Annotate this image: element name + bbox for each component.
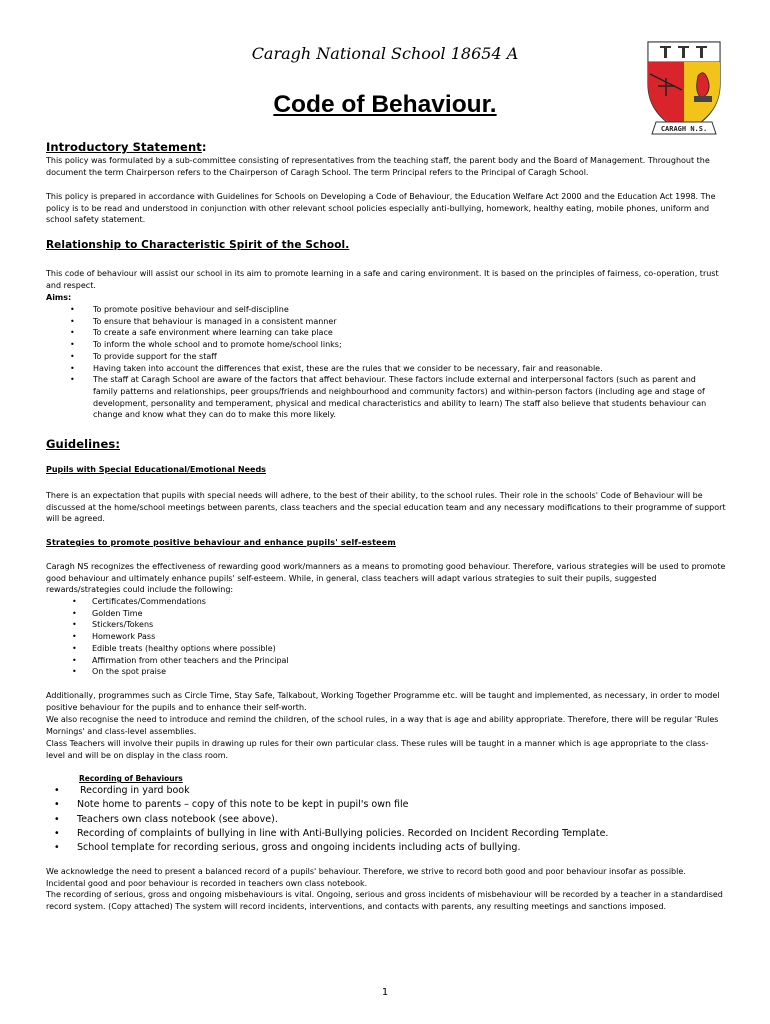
page-number: 1 bbox=[381, 987, 389, 998]
final-paragraph-1: We acknowledge the need to present a balanced record of a pupils' behaviour. Therefore, we strive to record both good and poor behaviour insofar as possible. Incidental good and poor behaviour is recorded in teachers own class notebook. bbox=[46, 867, 686, 888]
page-title: Code of Behaviour. bbox=[273, 91, 497, 118]
final-paragraph-2: The recording of serious, gross and ongoing misbehaviours is vital. Ongoing, serious and gross incidents of misbehaviour will be recorded by a teacher in a standardised record system. (Copy attached) The system will record incidents, interventions, and contacts with parents, any resulting meetings and sanctions imposed. bbox=[46, 890, 723, 911]
list-item: • Having taken into account the differences that exist, these are the rules that we consider to be necessary, fair and reasonable. bbox=[46, 363, 713, 375]
list-item: • Affirmation from other teachers and the Principal bbox=[46, 655, 289, 667]
list-item: • The staff at Caragh School are aware of the factors that affect behaviour. These factors include external and interpersonal factors (such as parent and family patterns and relationships, peer groups/friends and neighbourhood and community factors) and within-person factors (including age and stage of development, personality and temperament, physical and medical characteristics and ability to learn) The staff also believe that students behaviour can change and know what they can do to make this more likely. bbox=[46, 374, 713, 421]
list-item: • Homework Pass bbox=[46, 631, 289, 643]
additional-paragraph-3: Class Teachers will involve their pupils in drawing up rules for their own particular class. These rules will be taught in a manner which is age appropriate to the class-level and will be on display in the class room. bbox=[46, 739, 709, 760]
aims-list bbox=[46, 304, 713, 421]
crest-label: CARAGH N.S. bbox=[660, 125, 708, 133]
aims-label: Aims: bbox=[46, 293, 72, 302]
list-item: • To inform the whole school and to promote home/school links; bbox=[46, 339, 713, 351]
special-needs-paragraph: There is an expectation that pupils with special needs will adhere, to the best of their ability, to the school rules. Their role in the schools' Code of Behaviour will be discussed at the home/school meetings between parents, class teachers and the special education team and any necessary modifications to their programme of support will be agreed. bbox=[46, 491, 726, 524]
list-item: • Teachers own class notebook (see above). bbox=[46, 813, 608, 827]
list-item: • To promote positive behaviour and self-discipline bbox=[46, 304, 713, 316]
recording-list bbox=[46, 784, 608, 855]
strategies-heading: Strategies to promote positive behaviour and enhance pupils' self-esteem bbox=[46, 538, 396, 547]
list-item: • School template for recording serious, gross and ongoing incidents including acts of bullying. bbox=[46, 841, 608, 855]
list-item: • To provide support for the staff bbox=[46, 351, 713, 363]
list-item: • To ensure that behaviour is managed in a consistent manner bbox=[46, 316, 713, 328]
list-item: • To create a safe environment where learning can take place bbox=[46, 327, 713, 339]
rewards-list bbox=[46, 596, 289, 678]
intro-paragraph-2: This policy is prepared in accordance with Guidelines for Schools on Developing a Code of Behaviour, the Education Welfare Act 2000 and the Education Act 1998. The policy is to be read and understood in conjunction with other relevant school policies especially anti-bullying, homework, healthy eating, mobile phones, uniform and school safety statement. bbox=[46, 192, 716, 225]
relationship-paragraph: This code of behaviour will assist our school in its aim to promote learning in a safe and caring environment. It is based on the principles of fairness, co-operation, trust and respect. bbox=[46, 269, 719, 290]
list-item: • Certificates/Commendations bbox=[46, 596, 289, 608]
list-item: • Recording of complaints of bullying in line with Anti-Bullying policies. Recorded on Incident Recording Template. bbox=[46, 827, 608, 841]
recording-heading: Recording of Behaviours bbox=[79, 774, 183, 783]
additional-paragraph-1: Additionally, programmes such as Circle Time, Stay Safe, Talkabout, Working Together Programme etc. will be taught and implemented, as necessary, in order to model positive behaviour for the pupils and to enhance their self-worth. bbox=[46, 691, 720, 712]
strategies-paragraph: Caragh NS recognizes the effectiveness of rewarding good work/manners as a means to promoting good behaviour. Therefore, various strategies will be used to promote good behaviour and ultimately enhance pupils' self-esteem. While, in general, class teachers will adapt various strategies to suit their pupils, suggested rewards/strategies could include the following: bbox=[46, 562, 726, 595]
intro-heading: Introductory Statement: bbox=[46, 140, 207, 154]
school-crest-logo bbox=[638, 38, 730, 138]
list-item: • Golden Time bbox=[46, 608, 289, 620]
intro-paragraph-1: This policy was formulated by a sub-committee consisting of representatives from the teaching staff, the parent body and the Board of Management. Throughout the document the term Chairperson refers to the Chairperson of Caragh School. The term Principal refers to the Principal of Caragh School. bbox=[46, 156, 710, 177]
list-item: • Recording in yard book bbox=[46, 784, 608, 798]
list-item: • Edible treats (healthy options where possible) bbox=[46, 643, 289, 655]
list-item: • Note home to parents – copy of this note to be kept in pupil's own file bbox=[46, 798, 608, 812]
list-item: • Stickers/Tokens bbox=[46, 619, 289, 631]
special-needs-heading: Pupils with Special Educational/Emotional Needs bbox=[46, 465, 266, 474]
list-item: • On the spot praise bbox=[46, 666, 289, 678]
relationship-heading: Relationship to Characteristic Spirit of the School. bbox=[46, 239, 350, 251]
school-name: Caragh National School 18654 A bbox=[251, 44, 519, 63]
additional-paragraph-2: We also recognise the need to introduce and remind the children, of the school rules, in a way that is age and ability appropriate. Therefore, there will be regular 'Rules Mornings' and class-level assemblies. bbox=[46, 715, 719, 736]
guidelines-heading: Guidelines: bbox=[46, 437, 121, 451]
